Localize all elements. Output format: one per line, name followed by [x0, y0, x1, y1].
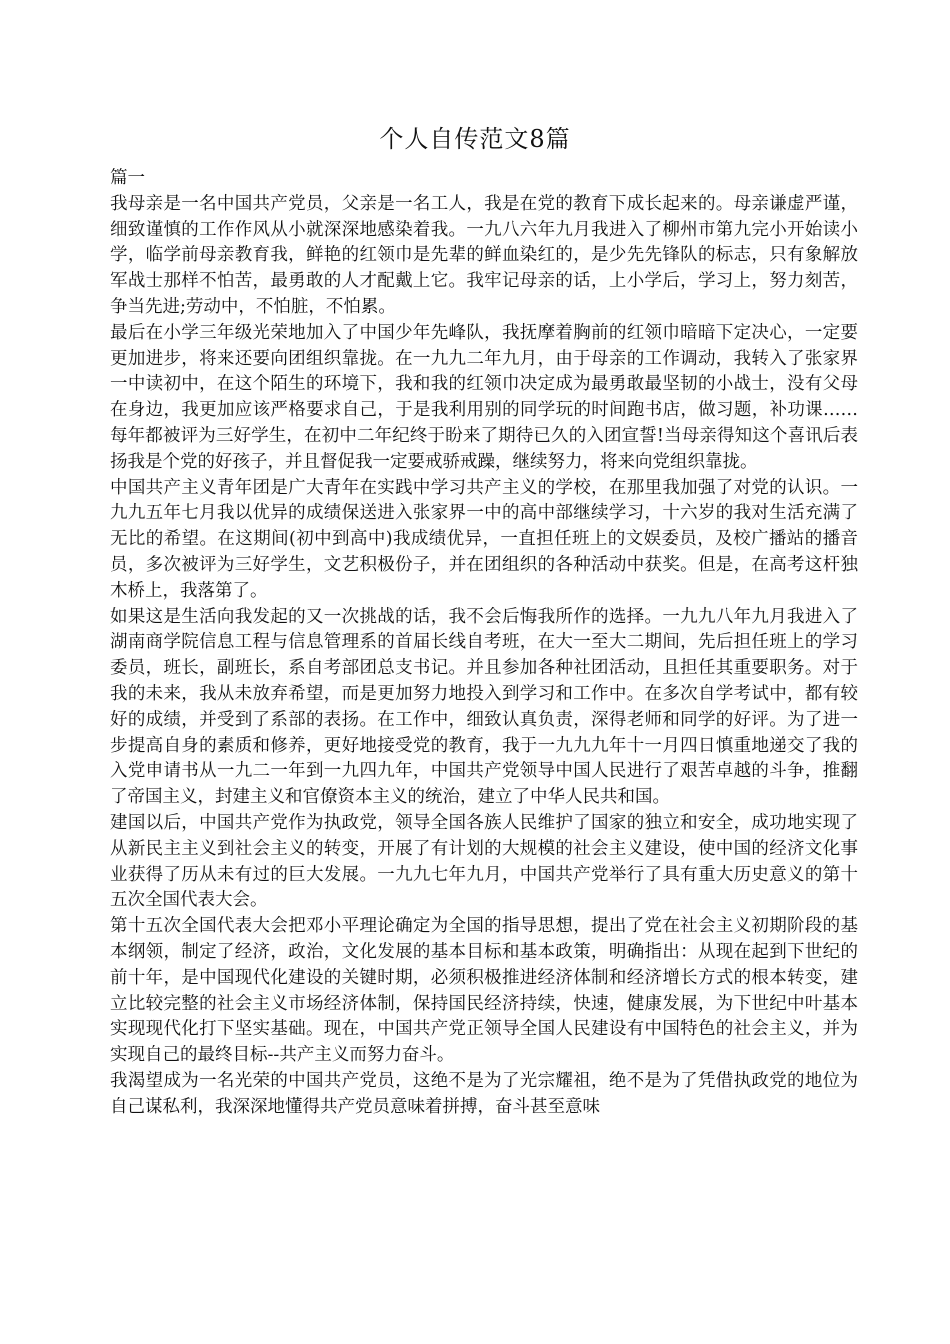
paragraph: 第十五次全国代表大会把邓小平理论确定为全国的指导思想，提出了党在社会主义初期阶段的基本纲领，制定了经济，政治，文化发展的基本目标和基本政策，明确指出：从现在起到下世纪的前十年，是中国现代化建设的关键时期，必须积极推进经济体制和经济增长方式的根本转变，建立比较完整的社会主义市场经济体制，保持国民经济持续，快速，健康发展，为下世纪中叶基本实现现代化打下坚实基础。现在，中国共产党正领导全国人民建设有中国特色的社会主义，并为实现自己的最终目标--共产主义而努力奋斗。 — [110, 916, 858, 1066]
paragraph: 中国共产主义青年团是广大青年在实践中学习共产主义的学校，在那里我加强了对党的认识。一九九五年七月我以优异的成绩保送进入张家界一中的高中部继续学习，十六岁的我对生活充满了无比的希望。在这期间(初中到高中)我成绩优异，一直担任班上的文娱委员，及校广播站的播音员，多次被评为三好学生，文艺积极份子，并在团组织的各种活动中获奖。但是，在高考这杆独木桥上，我落第了。 — [110, 477, 858, 601]
section-heading: 篇一 — [110, 168, 145, 188]
paragraph: 建国以后，中国共产党作为执政党，领导全国各族人民维护了国家的独立和安全，成功地实现了从新民主主义到社会主义的转变，开展了有计划的大规模的社会主义建设，使中国的经济文化事业获得了历从未有过的巨大发展。一九九七年九月，中国共产党举行了具有重大历史意义的第十五次全国代表大会。 — [110, 812, 858, 911]
paragraph: 我母亲是一名中国共产党员，父亲是一名工人，我是在党的教育下成长起来的。母亲谦虚严谨，细致谨慎的工作作风从小就深深地感染着我。一九八六年九月我进入了柳州市第九完小开始读小学，临学前母亲教育我，鲜艳的红领巾是先辈的鲜血染红的，是少先先锋队的标志，只有象解放军战士那样不怕苦，最勇敢的人才配戴上它。我牢记母亲的话，上小学后，学习上，努力刻苦，争当先进;劳动中，不怕脏，不怕累。 — [110, 193, 858, 317]
paragraph: 最后在小学三年级光荣地加入了中国少年先峰队，我抚摩着胸前的红领巾暗暗下定决心，一定要更加进步，将来还要向团组织靠拢。在一九九二年九月，由于母亲的工作调动，我转入了张家界一中读初中，在这个陌生的环境下，我和我的红领巾决定成为最勇敢最坚韧的小战士，没有父母在身边，我更加应该严格要求自己，于是我利用别的同学玩的时间跑书店，做习题，补功课……每年都被评为三好学生，在初中二年纪终于盼来了期待已久的入团宣誓!当母亲得知这个喜讯后表扬我是个党的好孩子，并且督促我一定要戒骄戒躁，继续努力，将来向党组织靠拢。 — [110, 322, 858, 472]
paragraph: 我渴望成为一名光荣的中国共产党员，这绝不是为了光宗耀祖，绝不是为了凭借执政党的地位为自己谋私利，我深深地懂得共产党员意味着拼搏，奋斗甚至意味 — [110, 1070, 858, 1117]
document-title: 个人自传范文8篇 — [379, 125, 571, 153]
paragraph: 如果这是生活向我发起的又一次挑战的话，我不会后悔我所作的选择。一九九八年九月我进入了湖南商学院信息工程与信息管理系的首届长线自考班，在大一至大二期间，先后担任班上的学习委员，班长，副班长，系自考部团总支书记。并且参加各种社团活动，且担任其重要职务。对于我的未来，我从未放弃希望，而是更加努力地投入到学习和工作中。在多次自学考试中，都有较好的成绩，并受到了系部的表扬。在工作中，细致认真负责，深得老师和同学的好评。为了进一步提高自身的素质和修养，更好地接受党的教育，我于一九九九年十一月四日慎重地递交了我的入党申请书从一九二一年到一九四九年，中国共产党领导中国人民进行了艰苦卓越的斗争，推翻了帝国主义，封建主义和官僚资本主义的统治，建立了中华人民共和国。 — [110, 606, 858, 808]
document-body — [110, 166, 858, 1124]
